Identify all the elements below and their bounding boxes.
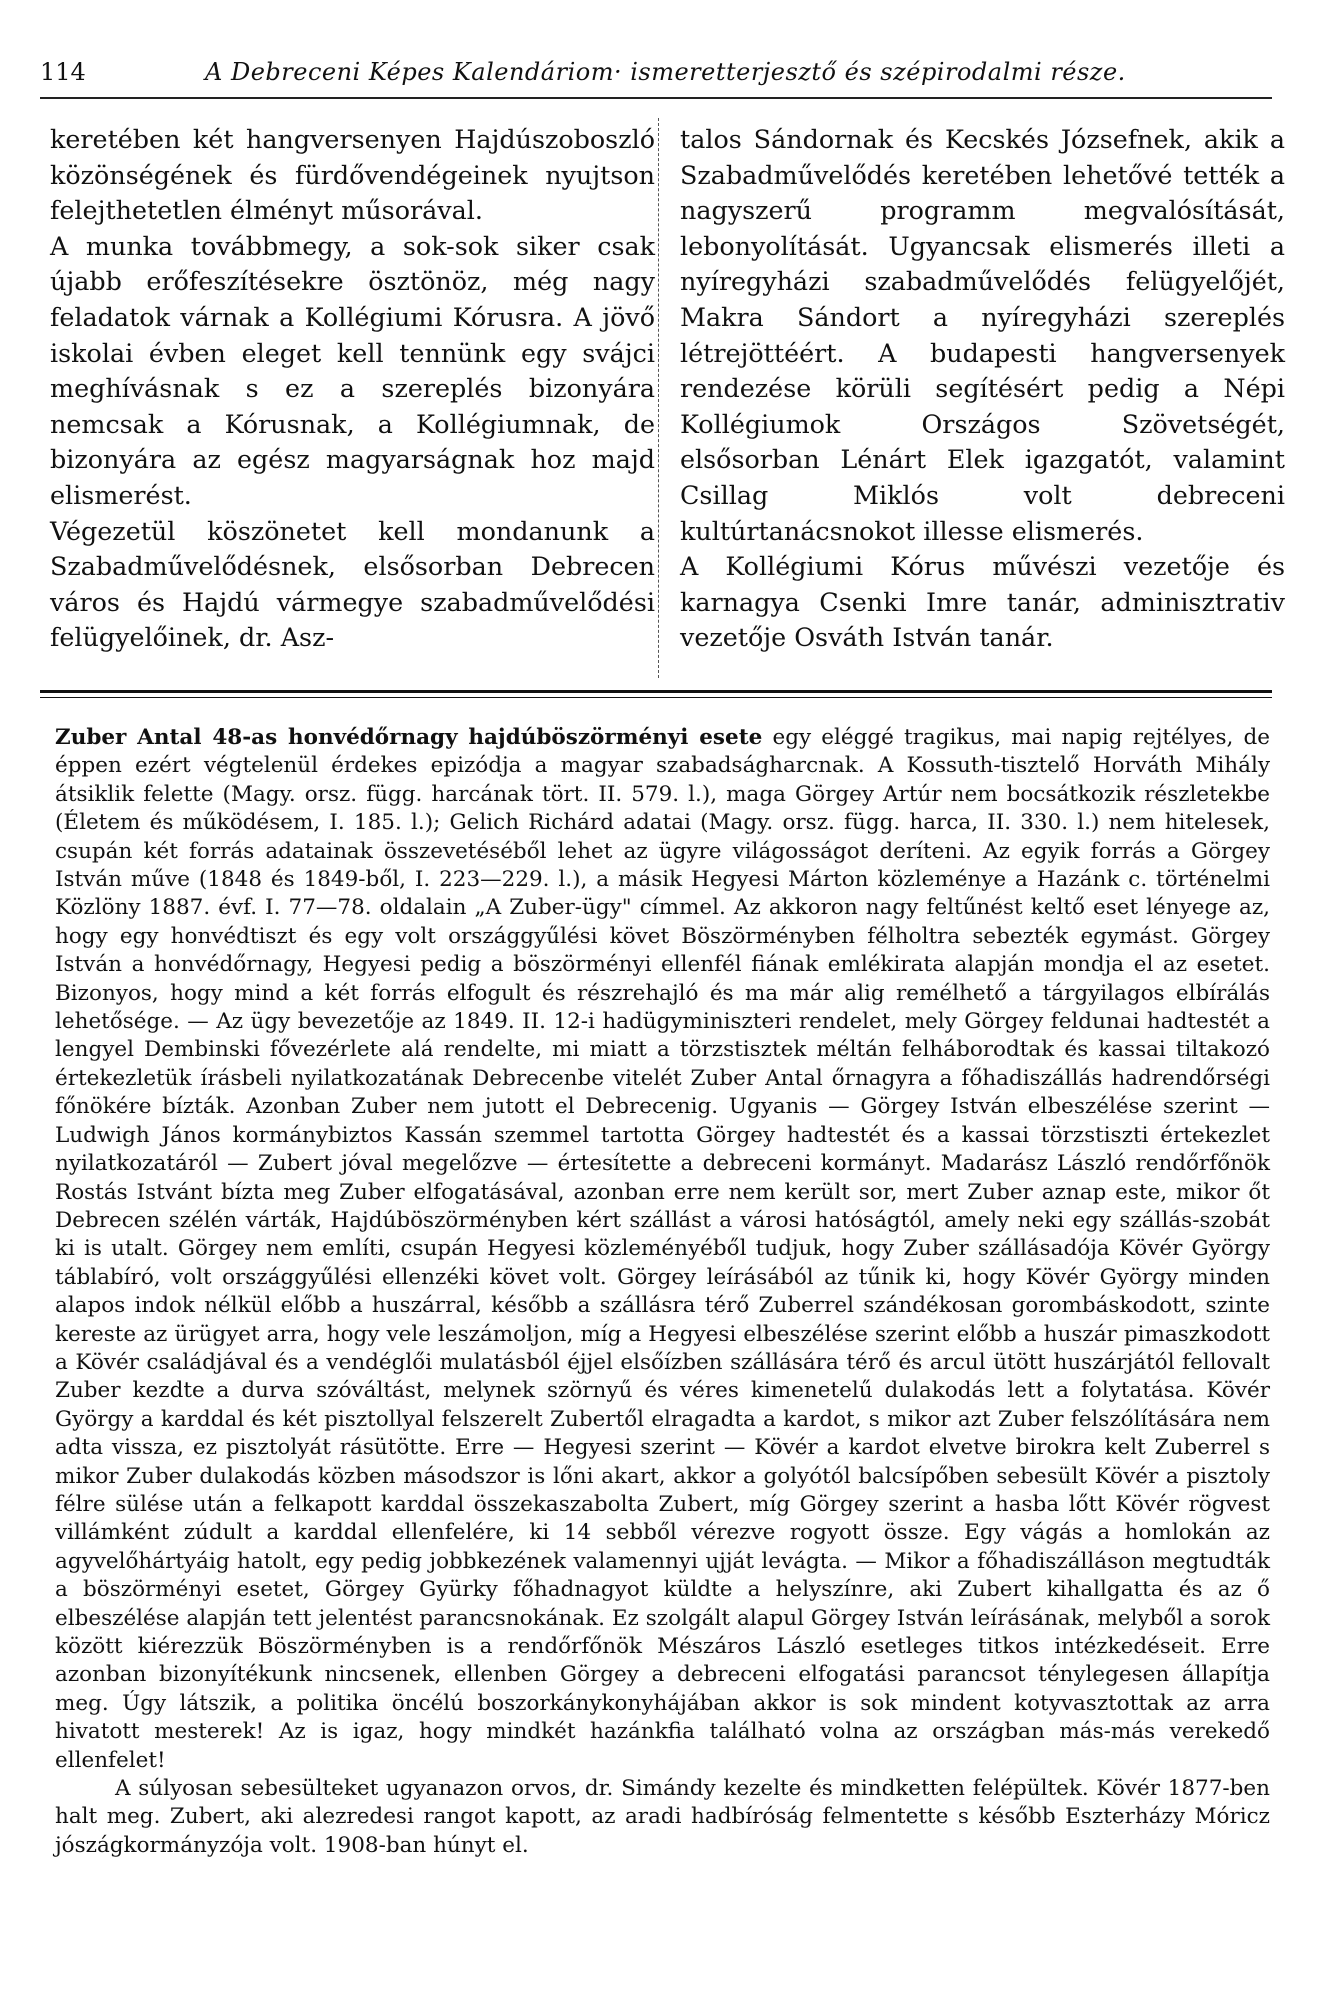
article-paragraph-1 [55,724,1270,1775]
column-divider [658,118,659,678]
header-rule [40,97,1272,99]
article-zuber [55,724,1270,1860]
right-column [680,122,1285,656]
left-paragraph-3: Végezetül köszönetet kell mondanunk a Szabadművelődésnek, elsősorban Debrecen város és Hajdú vármegye szabadművelődési felügyelőinek, dr. Asz- [50,515,655,653]
right-paragraph-2: A Kollégiumi Kórus művészi vezetője és karnagya Csenki Imre tanár, adminisztrativ vezetője Osváth István tanár. [680,551,1285,653]
left-column [50,122,655,656]
article-lead: Zuber Antal 48-as honvédőrnagy hajdúböszörményi esete [55,725,763,750]
article-paragraph-2: A súlyosan sebesülteket ugyanazon orvos, dr. Simándy kezelte és mindketten felépültek. Kövér 1877-ben halt meg. Zubert, aki alezredesi rangot kapott, az aradi hadbíróság felmentette s később Eszterházy Móricz jószágkormányzója volt. 1908-ban húnyt el. [55,1776,1270,1858]
page-number: 114 [40,58,86,86]
left-paragraph-1: keretében két hangversenyen Hajdúszoboszló közönségének és fürdővendégeinek nyujtson felejthetetlen élményt műsorával. [50,124,655,226]
article-paragraph-1-body: egy eléggé tragikus, mai napig rejtélyes, de éppen ezért végtelenül érdekes epizódja a magyar szabadságharcnak. A Kossuth-tisztelő Horváth Mihály átsiklik felette (Magy. orsz. függ. harcának tört. II. 579. l.), maga Görgey Artúr nem bocsátkozik részletekbe (Életem és működésem, I. 185. l.); Gelich Richárd adatai (Magy. orsz. függ. harca, II. 330. l.) nem hitelesek, csupán két forrás adatainak összevetéséből lehet az ügyre világosságot deríteni. Az egyik forrás a Görgey István műve (1848 és 1849-ből, I. 223—229. l.), a másik Hegyesi Márton közleménye a Hazánk c. történelmi Közlöny 1887. évf. I. 77—78. oldalain „A Zuber-ügy" címmel. Az akkoron nagy feltűnést keltő eset lényege az, hogy egy honvédtiszt és egy volt országgyűlési követ Böszörményben félholtra sebezték egymást. Görgey István a honvédőrnagy, Hegyesi pedig a böszörményi ellenfél fiának emlékirata alapján mondja el az esetet. Bizonyos, hogy mind a két forrás elfogult és részrehajló és ma már alig remélhető a tárgyilagos elbírálás lehetősége. — Az ügy bevezetője az 1849. II. 12-i hadügyminiszteri rendelet, mely Görgey feldunai hadtestét a lengyel Dembinski fővezérlete alá rendelte, mi miatt a törzstisztek méltán felháborodtak és kassai tiltakozó értekezletük írásbeli nyilatkozatának Debrecenbe vitelét Zuber Antal őrnagyra a főhadiszállás hadrendőrségi főnökére bízták. Azonban Zuber nem jutott el Debrecenig. Ugyanis — Görgey István elbeszélése szerint — Ludwigh János kormánybiztos Kassán szemmel tartotta Görgey hadtestét és a kassai törzstiszti értekezlet nyilatkozatáról — Zubert jóval megelőzve — értesítette a debreceni kormányt. Madarász László rendőrfőnök Rostás Istvánt bízta meg Zuber elfogatásával, azonban erre nem került sor, mert Zuber aznap este, mikor őt Debrecen szélén várták, Hajdúböszörményben kért szállást a városi hatóságtól, amely neki egy szállás-szobát ki is utalt. Görgey nem említi, csupán Hegyesi közleményéből tudjuk, hogy Zuber szállásadója Kövér György táblabíró, volt országgyűlési ellenzéki követ volt. Görgey leírásából az tűnik ki, hogy Kövér György minden alapos indok nélkül előbb a huszárral, később a szállásra térő Zuberrel szándékosan gorombáskodott, szinte kereste az ürügyet arra, hogy vele leszámoljon, míg a Hegyesi elbeszélése szerint előbb a huszár pimaszkodott a Kövér családjával és a vendéglői mulatásból éjjel elsőízben szállására térő és arcul ütött huszárjától fellovalt Zuber kezdte a durva szóváltást, melynek szörnyű és véres kimenetelű dulakodás lett a folytatása. Kövér György a karddal és két pisztollyal felszerelt Zubertől elragadta a kardot, s mikor azt Zuber felszólítására nem adta vissza, ez pisztolyát rásütötte. Erre — Hegyesi szerint — Kövér a kardot elvetve birokra kelt Zuberrel s mikor Zuber dulakodás közben másodszor is lőni akart, akkor a golyótól balcsípőben sebesült Kövér a pisztoly félre sülése után a felkapott karddal összekaszabolta Zubert, míg Görgey szerint a hasba lőtt Kövér rögvest villámként zúdult a karddal ellenfelére, ki 14 sebből vérezve rogyott össze. Egy vágás a homlokán az agyvelőhártyáig hatolt, egy pedig jobbkezének valamennyi ujját levágta. — Mikor a főhadiszálláson megtudták a böszörményi esetet, Görgey Gyürky főhadnagyot küldte a helyszínre, aki Zubert kihallgatta és az ő elbeszélése alapján tett jelentést parancsnokának. Ez szolgált alapul Görgey István leírásának, melyből a sorok között kiérezzük Böszörményben is a rendőrfőnök Mészáros László esetleges titkos intézkedéseit. Erre azonban bizonyítékunk nincsenek, ellenben Görgey a debreceni elfogatási parancsot ténylegesen állapítja meg. Úgy látszik, a politika öncélú boszorkánykonyhájában akkor is sok mindent kotyvasztottak az arra hivatott mesterek! Az is igaz, hogy mindkét hazánkfia található volna az országban más-más verekedő ellenfelet! [55,725,1270,1773]
running-title: A Debreceni Képes Kalendáriom· ismeretterjesztő és szépirodalmi része. [205,58,1126,86]
page-header [40,58,1270,98]
left-paragraph-2: A munka továbbmegy, a sok-sok siker csak újabb erőfeszítésekre ösztönöz, még nagy feladatok várnak a Kollégiumi Kórusra. A jövő iskolai évben eleget kell tennünk egy svájci meghívásnak s ez a szereplés bizonyára nemcsak a Kórusnak, a Kollégiumnak, de bizonyára az egész magyarságnak hoz majd elismerést. [50,230,655,510]
right-paragraph-1: talos Sándornak és Kecskés Józsefnek, akik a Szabadművelődés keretében lehetővé tették a nagyszerű programm megvalósítását, lebonyolítását. Ugyancsak elismerés illeti a nyíregyházi szabadművelődés felügyelőjét, Makra Sándort a nyíregyházi szereplés létrejöttéért. A budapesti hangversenyek rendezése körüli segítésért pedig a Népi Kollégiumok Országos Szövetségét, elsősorban Lénárt Elek igazgatót, valamint Csillag Miklós volt debreceni kultúrtanácsnokot illesse elismerés. [680,124,1285,546]
section-rule-thin [40,697,1272,698]
section-rule-thick [40,690,1272,693]
